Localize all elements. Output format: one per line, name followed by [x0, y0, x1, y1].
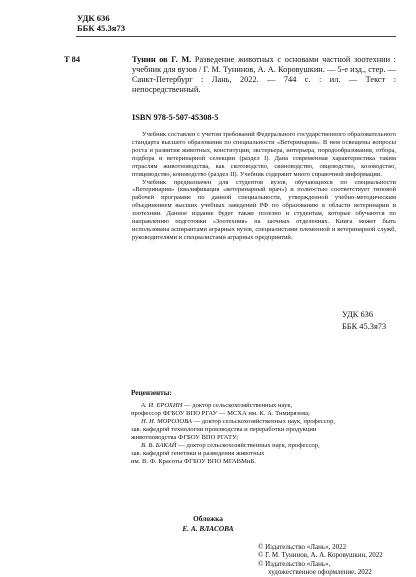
cover-credit-label: Обложка	[193, 514, 223, 523]
reviewer-entry	[131, 442, 401, 466]
reviewer-name: Н. И. МОРОЗОВА	[141, 418, 192, 426]
copyright-line: © Издательство «Лань»,	[258, 559, 331, 568]
reviewer-detail: — доктор сельскохозяйственных наук, профессор,	[191, 418, 336, 426]
reviewer-detail: — доктор сельскохозяйственных наук, профессор,	[176, 442, 320, 450]
annotation	[132, 131, 396, 242]
reviewers-heading: Рецензенты:	[131, 389, 172, 397]
annotation-paragraph: Учебник составлен с учетом требований Федерального государственного образовательного стандарта высшего образования по специальности «Ветеринария». В нем освещены вопросы роста и развития животных, конституции, экстерьера, интерьера, породообразования, отбора, подбора и ветеринарной селекции (раздел I). Дана современная характеристика таким отраслям животноводства, как скотоводство, свиноводство, овцеводство, козоводство, птицеводство, коневодство (раздел II). Учебник содержит много справочной информации.	[132, 131, 396, 178]
bbk-code-top: ББК 45.3я73	[77, 23, 126, 33]
copyright-block	[258, 543, 383, 577]
isbn: ISBN 978-5-507-45308-5	[132, 113, 219, 122]
bbk-code-bottom: ББК 45.3я73	[342, 322, 387, 331]
bibliographic-record	[132, 55, 396, 95]
reviewer-detail: зав. кафедрой генетики и разведения животных	[131, 450, 265, 458]
record-description: Разведение животных с основами частной зоотехнии : учебник для вузов / Г. М. Тунинов, А. А. Коровушкин. — 5-е изд., стер. — Санкт-Петербург : Лань, 2022. — 744 с. : ил. — Текст : непосредственный.	[132, 55, 396, 94]
reviewer-detail: животноводства ФГБОУ ВПО РГАТУ;	[131, 434, 239, 442]
reviewer-name: А. И. ЕРОХИН	[141, 402, 183, 409]
reviewer-detail: им. В. Ф. Красоты ФГБОУ ВПО МГАВМиБ.	[131, 458, 256, 466]
reviewer-entry	[131, 402, 401, 418]
divider-line	[76, 36, 396, 37]
reviewer-entry	[131, 418, 401, 442]
reviewer-name: В. В. БАКАЙ	[141, 442, 177, 450]
reviewer-detail: — доктор сельскохозяйственных наук,	[182, 402, 293, 409]
udk-code-top: УДК 636	[77, 13, 110, 23]
reviewer-detail: профессор ФГБОУ ВПО РГАУ — МСХА им. К. А. Тимирязева;	[131, 410, 310, 418]
copyright-line: © Г. М. Тунинов, А. А. Коровушкин, 2022	[258, 551, 383, 560]
annotation-paragraph: Учебник предназначен для студентов вузов, обучающихся по специальности «Ветеринария» (квалификация «ветеринарный врач») и полностью соответствует типовой рабочей программе по данной специальности, утвержденной учебно-методическим объединением высших учебных заведений РФ по образованию в области ветеринарии и зоотехнии. Данное издание будет также полезно и студентам, которые обучаются по направлению подготовки «Зоотехния» на заочных отделениях. Книга может быть использована аспирантами аграрных вузов, специалистами племенной и ветеринарной служб, руководителями и специалистами аграрных предприятий.	[132, 178, 396, 241]
copyright-line: художественное оформление, 2022	[268, 568, 372, 577]
record-author: Тунин ов Г. М.	[132, 55, 192, 64]
udk-code-bottom: УДК 636	[342, 310, 374, 319]
author-sign: Т 84	[64, 55, 81, 64]
reviewers-list	[131, 402, 401, 466]
reviewer-detail: зав. кафедрой технологии производства и переработки продукции	[131, 426, 317, 434]
cover-designer-name: Е. А. ВЛАСОВА	[182, 524, 234, 533]
copyright-line: © Издательство «Лань», 2022	[258, 543, 347, 551]
